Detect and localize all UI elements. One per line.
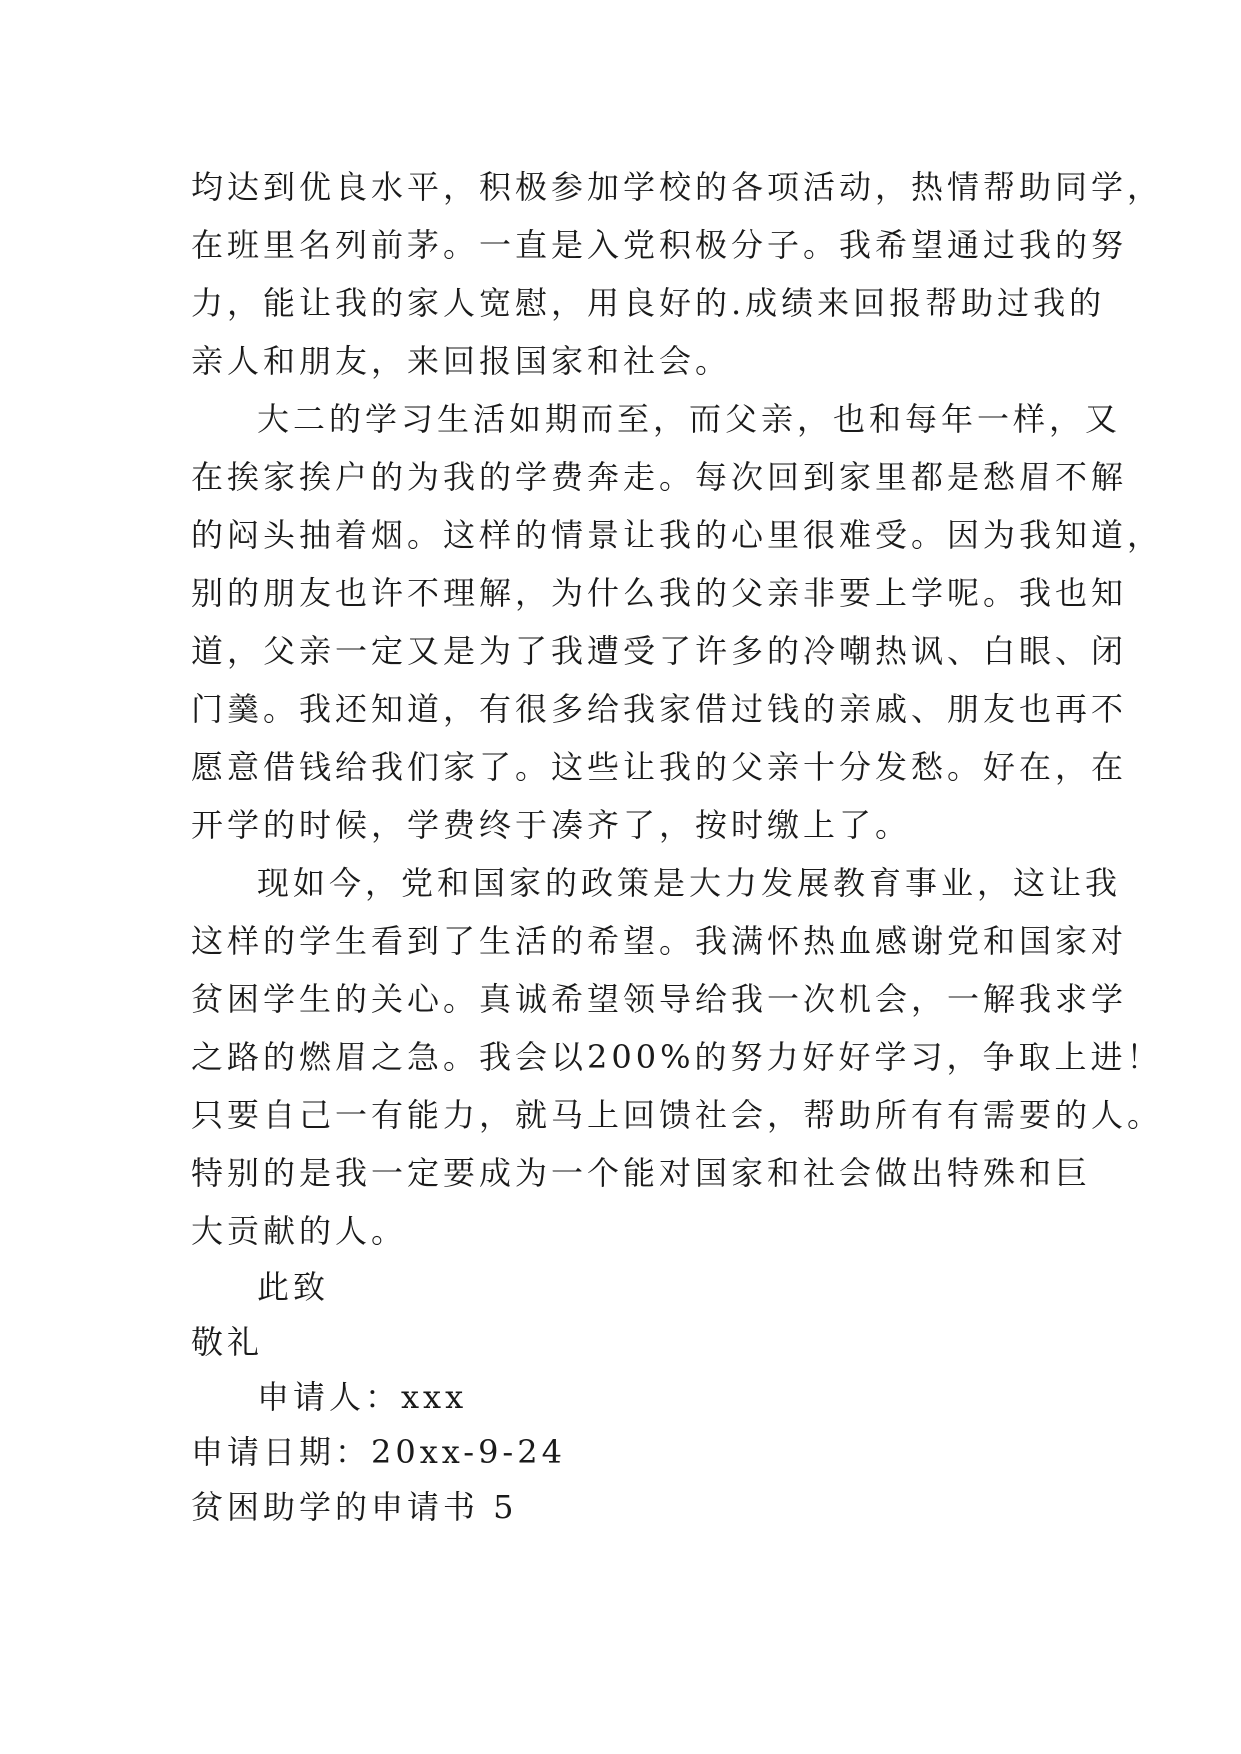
text-line: 贫困学生的关心。真诚希望领导给我一次机会，一解我求学 [191, 980, 1128, 1018]
salutation-line: 敬礼 [191, 1323, 264, 1361]
text-line: 只要自己一有能力，就马上回馈社会，帮助所有有需要的人。 [191, 1096, 1164, 1134]
date-line: 申请日期：20xx-9-24 [191, 1433, 566, 1471]
text-line: 亲人和朋友，来回报国家和社会。 [191, 342, 732, 380]
text-line: 力，能让我的家人宽慰，用良好的.成绩来回报帮助过我的 [191, 284, 1106, 322]
text-line: 在班里名列前茅。一直是入党积极分子。我希望通过我的努 [191, 226, 1128, 264]
text-line: 大二的学习生活如期而至，而父亲，也和每年一样，又 [257, 400, 1122, 438]
text-line: 大贡献的人。 [191, 1212, 408, 1250]
text-line: 在挨家挨户的为我的学费奔走。每次回到家里都是愁眉不解 [191, 458, 1128, 496]
paragraph-1 [191, 158, 1164, 390]
paragraph-3 [191, 854, 1164, 1260]
applicant-line: 申请人：xxx [257, 1378, 468, 1416]
document-body [191, 158, 1164, 1535]
text-line: 特别的是我一定要成为一个能对国家和社会做出特殊和巨 [191, 1154, 1092, 1192]
text-line: 门羹。我还知道，有很多给我家借过钱的亲戚、朋友也再不 [191, 690, 1128, 728]
text-line: 别的朋友也许不理解，为什么我的父亲非要上学呢。我也知 [191, 574, 1128, 612]
text-line: 之路的燃眉之急。我会以200%的努力好好学习，争取上进！ [191, 1038, 1163, 1076]
paragraph-2 [191, 390, 1164, 854]
closing-line: 此致 [257, 1268, 330, 1306]
text-line: 现如今，党和国家的政策是大力发展教育事业，这让我 [257, 864, 1122, 902]
text-line: 愿意借钱给我们家了。这些让我的父亲十分发愁。好在，在 [191, 748, 1128, 786]
text-line: 道，父亲一定又是为了我遭受了许多的冷嘲热讽、白眼、闭 [191, 632, 1128, 670]
text-line: 开学的时候，学费终于凑齐了，按时缴上了。 [191, 806, 912, 844]
text-line: 的闷头抽着烟。这样的情景让我的心里很难受。因为我知道， [191, 516, 1164, 554]
text-line: 这样的学生看到了生活的希望。我满怀热血感谢党和国家对 [191, 922, 1128, 960]
next-document-title: 贫困助学的申请书 5 [191, 1488, 518, 1526]
text-line: 均达到优良水平，积极参加学校的各项活动，热情帮助同学， [191, 168, 1164, 206]
